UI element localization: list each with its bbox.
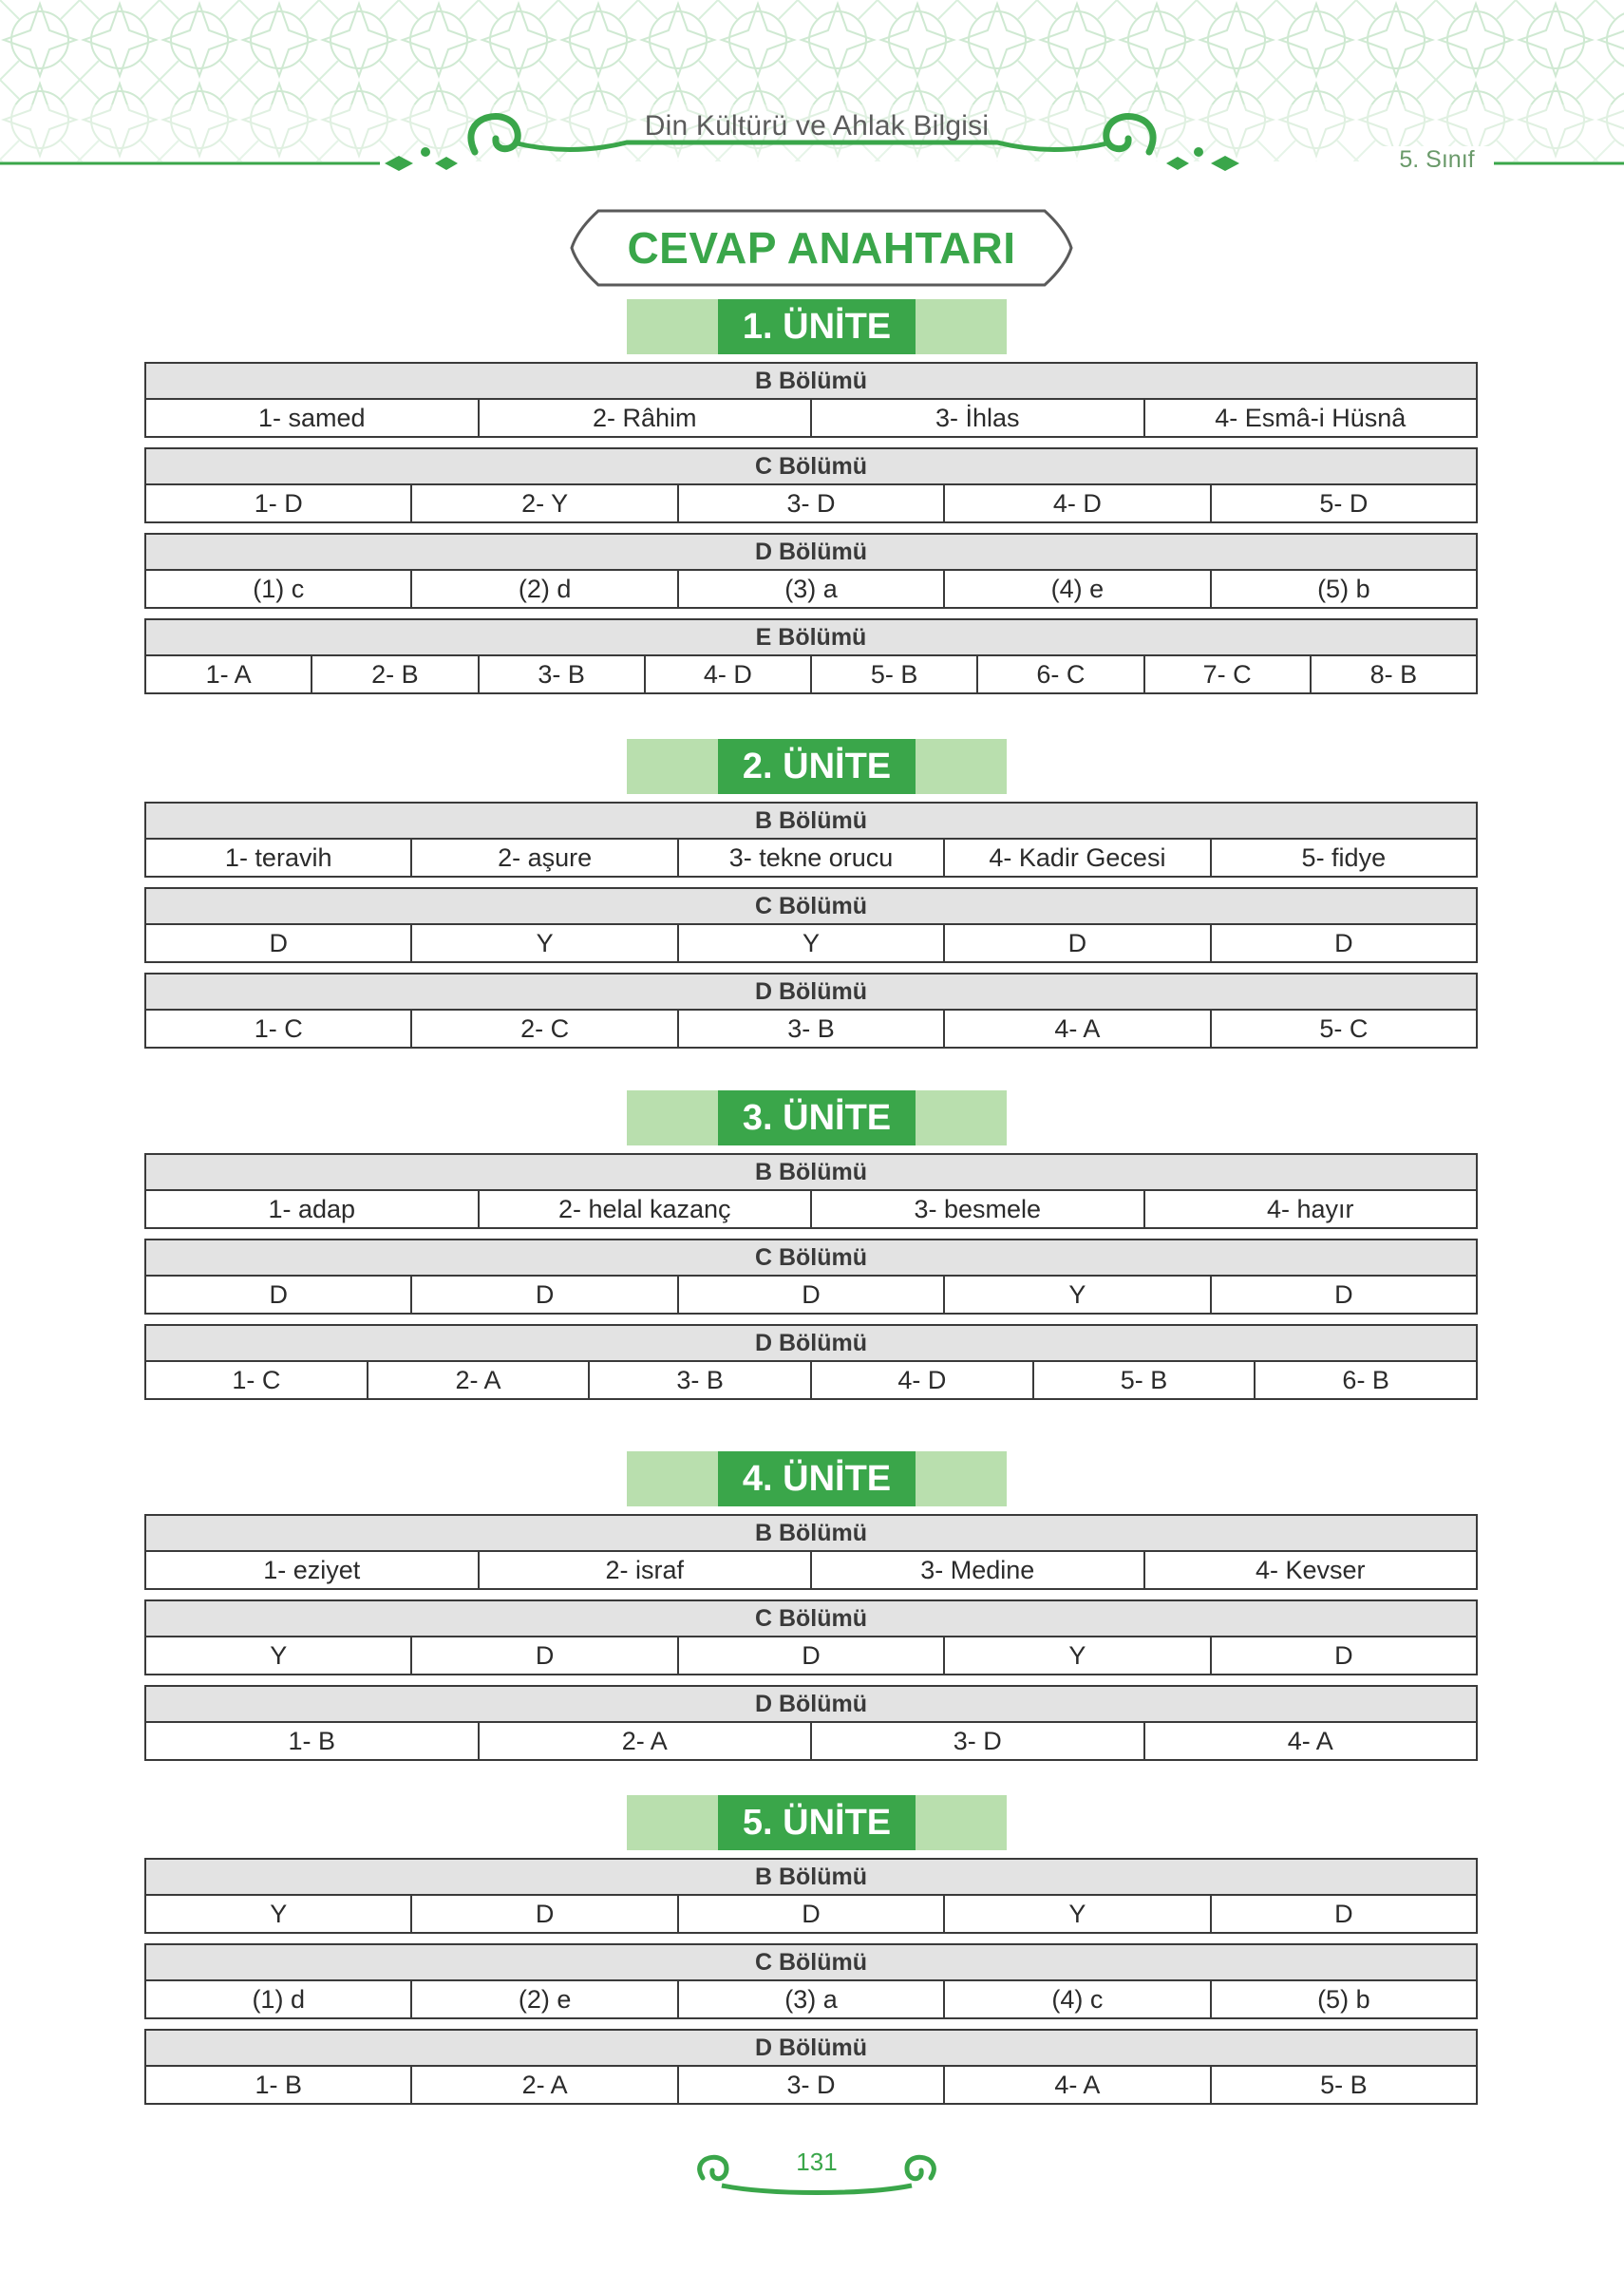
answer-cell: 4- A: [1287, 1727, 1333, 1755]
unit-banner: [144, 739, 1478, 794]
unit-banner: [144, 1451, 1478, 1506]
answer-cell: Y: [945, 1637, 1211, 1674]
answer-cell: 4- A: [945, 2067, 1211, 2103]
answer-cell: D: [1334, 929, 1353, 957]
section-title: C Bölümü: [146, 1945, 1476, 1981]
answer-cell: (2) d: [412, 571, 678, 607]
answer-section: [144, 2029, 1478, 2105]
answer-cell: D: [412, 1637, 678, 1674]
section-title: D Bölümü: [146, 535, 1476, 571]
unit-label: 2. ÜNİTE: [718, 739, 916, 794]
section-title: C Bölümü: [146, 1601, 1476, 1637]
page-title: CEVAP ANAHTARI: [627, 223, 1016, 273]
answer-cell: D: [1334, 1641, 1353, 1670]
answer-cell: D: [1334, 1900, 1353, 1928]
unit-banner: [144, 1795, 1478, 1850]
answer-row: [146, 1277, 1476, 1313]
answer-cell: 1- teravih: [146, 840, 412, 876]
answer-cell: (4) c: [945, 1981, 1211, 2017]
answer-cell: 3- D: [679, 2067, 945, 2103]
section-title: C Bölümü: [146, 449, 1476, 485]
answer-cell: 5- C: [1319, 1014, 1369, 1043]
answer-cell: 2- aşure: [412, 840, 678, 876]
section-title: B Bölümü: [146, 1155, 1476, 1191]
answer-cell: 3- B: [679, 1011, 945, 1047]
answer-cell: (1) d: [146, 1981, 412, 2017]
answer-cell: 4- Kadir Gecesi: [945, 840, 1211, 876]
answer-section: [144, 618, 1478, 694]
unit-3: [144, 1090, 1478, 1410]
answer-cell: 1- B: [146, 2067, 412, 2103]
answer-cell: Y: [679, 925, 945, 961]
answer-cell: 8- B: [1369, 660, 1418, 689]
answer-section: [144, 362, 1478, 438]
section-title: C Bölümü: [146, 1240, 1476, 1277]
answer-cell: D: [146, 925, 412, 961]
answer-cell: 3- İhlas: [812, 400, 1145, 436]
answer-cell: 2- A: [480, 1723, 813, 1759]
answer-row: [146, 840, 1476, 876]
page-footer: [684, 2142, 950, 2208]
answer-cell: 7- C: [1145, 656, 1312, 692]
answer-cell: (4) e: [945, 571, 1211, 607]
answer-cell: (5) b: [1317, 1985, 1370, 2014]
answer-cell: 5- B: [812, 656, 978, 692]
answer-cell: 2- A: [368, 1362, 591, 1398]
answer-cell: 1- adap: [146, 1191, 480, 1227]
unit-4: [144, 1451, 1478, 1770]
answer-row: [146, 925, 1476, 961]
answer-cell: D: [679, 1896, 945, 1932]
answer-cell: D: [1334, 1280, 1353, 1309]
answer-row: [146, 485, 1476, 521]
answer-row: [146, 1362, 1476, 1398]
answer-cell: (3) a: [679, 571, 945, 607]
answer-section: [144, 1514, 1478, 1590]
answer-cell: 1- D: [146, 485, 412, 521]
answer-section: [144, 1858, 1478, 1934]
section-title: D Bölümü: [146, 975, 1476, 1011]
grade-label: 5. Sınıf: [1380, 146, 1494, 174]
answer-section: [144, 1239, 1478, 1315]
section-title: D Bölümü: [146, 2031, 1476, 2067]
answer-section: [144, 973, 1478, 1049]
answer-row: [146, 1981, 1476, 2017]
answer-row: [146, 1723, 1476, 1759]
answer-cell: 3- B: [480, 656, 646, 692]
answer-cell: 2- helal kazanç: [480, 1191, 813, 1227]
answer-section: [144, 1599, 1478, 1675]
answer-cell: Y: [146, 1896, 412, 1932]
section-title: C Bölümü: [146, 889, 1476, 925]
answer-row: [146, 1011, 1476, 1047]
answer-row: [146, 571, 1476, 607]
answer-cell: 3- D: [679, 485, 945, 521]
answer-row: [146, 1191, 1476, 1227]
unit-2: [144, 739, 1478, 1058]
answer-row: [146, 656, 1476, 692]
answer-cell: 2- A: [412, 2067, 678, 2103]
answer-cell: Y: [146, 1637, 412, 1674]
answer-section: [144, 1153, 1478, 1229]
unit-label: 4. ÜNİTE: [718, 1451, 916, 1506]
answer-cell: 6- B: [1342, 1366, 1389, 1394]
section-title: E Bölümü: [146, 620, 1476, 656]
answer-cell: 3- Medine: [812, 1552, 1145, 1588]
section-title: D Bölümü: [146, 1326, 1476, 1362]
section-title: B Bölümü: [146, 364, 1476, 400]
answer-cell: 5- D: [1319, 489, 1369, 518]
answer-row: [146, 1552, 1476, 1588]
unit-label: 1. ÜNİTE: [718, 299, 916, 354]
answer-cell: 4- A: [945, 1011, 1211, 1047]
answer-cell: 5- fidye: [1301, 843, 1387, 872]
section-title: D Bölümü: [146, 1687, 1476, 1723]
answer-cell: 3- B: [590, 1362, 812, 1398]
unit-banner: [144, 299, 1478, 354]
unit-label: 5. ÜNİTE: [718, 1795, 916, 1850]
answer-section: [144, 802, 1478, 878]
answer-cell: Y: [945, 1277, 1211, 1313]
answer-cell: 1- samed: [146, 400, 480, 436]
answer-cell: D: [945, 925, 1211, 961]
answer-cell: D: [146, 1277, 412, 1313]
answer-cell: (5) b: [1317, 575, 1370, 603]
answer-cell: 4- D: [812, 1362, 1034, 1398]
answer-row: [146, 400, 1476, 436]
answer-cell: 2- C: [412, 1011, 678, 1047]
answer-section: [144, 887, 1478, 963]
answer-section: [144, 533, 1478, 609]
answer-cell: 4- hayır: [1266, 1195, 1354, 1223]
answer-cell: 1- C: [146, 1011, 412, 1047]
section-title: B Bölümü: [146, 1860, 1476, 1896]
answer-cell: 1- C: [146, 1362, 368, 1398]
unit-5: [144, 1795, 1478, 2114]
unit-label: 3. ÜNİTE: [718, 1090, 916, 1145]
answer-cell: (3) a: [679, 1981, 945, 2017]
answer-section: [144, 1324, 1478, 1400]
answer-cell: 2- israf: [480, 1552, 813, 1588]
answer-cell: 3- D: [812, 1723, 1145, 1759]
answer-cell: D: [412, 1277, 678, 1313]
answer-cell: 3- tekne orucu: [679, 840, 945, 876]
title-frame: [570, 209, 1073, 287]
answer-cell: 1- B: [146, 1723, 480, 1759]
page-header: [0, 0, 1624, 190]
answer-cell: (1) c: [146, 571, 412, 607]
unit-1: [144, 299, 1478, 704]
answer-section: [144, 1943, 1478, 2019]
answer-cell: Y: [412, 925, 678, 961]
answer-cell: 1- A: [146, 656, 312, 692]
answer-section: [144, 447, 1478, 523]
answer-cell: Y: [945, 1896, 1211, 1932]
answer-cell: 4- D: [646, 656, 812, 692]
answer-cell: 5- B: [1320, 2071, 1368, 2099]
answer-cell: D: [679, 1637, 945, 1674]
section-title: B Bölümü: [146, 1516, 1476, 1552]
course-title: Din Kültürü ve Ahlak Bilgisi: [644, 110, 990, 142]
unit-banner: [144, 1090, 1478, 1145]
answer-cell: D: [679, 1277, 945, 1313]
answer-cell: 6- C: [978, 656, 1144, 692]
answer-section: [144, 1685, 1478, 1761]
page-number: 131: [796, 2148, 838, 2176]
answer-row: [146, 2067, 1476, 2103]
answer-cell: 4- D: [945, 485, 1211, 521]
answer-cell: 2- Râhim: [480, 400, 813, 436]
answer-cell: 3- besmele: [812, 1191, 1145, 1227]
answer-cell: 4- Esmâ-i Hüsnâ: [1215, 404, 1407, 432]
answer-cell: 2- Y: [412, 485, 678, 521]
answer-cell: 1- eziyet: [146, 1552, 480, 1588]
answer-row: [146, 1637, 1476, 1674]
answer-cell: 5- B: [1034, 1362, 1256, 1398]
answer-cell: (2) e: [412, 1981, 678, 2017]
answer-cell: 4- Kevser: [1255, 1556, 1366, 1584]
section-title: B Bölümü: [146, 804, 1476, 840]
answer-cell: 2- B: [312, 656, 479, 692]
answer-row: [146, 1896, 1476, 1932]
answer-cell: D: [412, 1896, 678, 1932]
